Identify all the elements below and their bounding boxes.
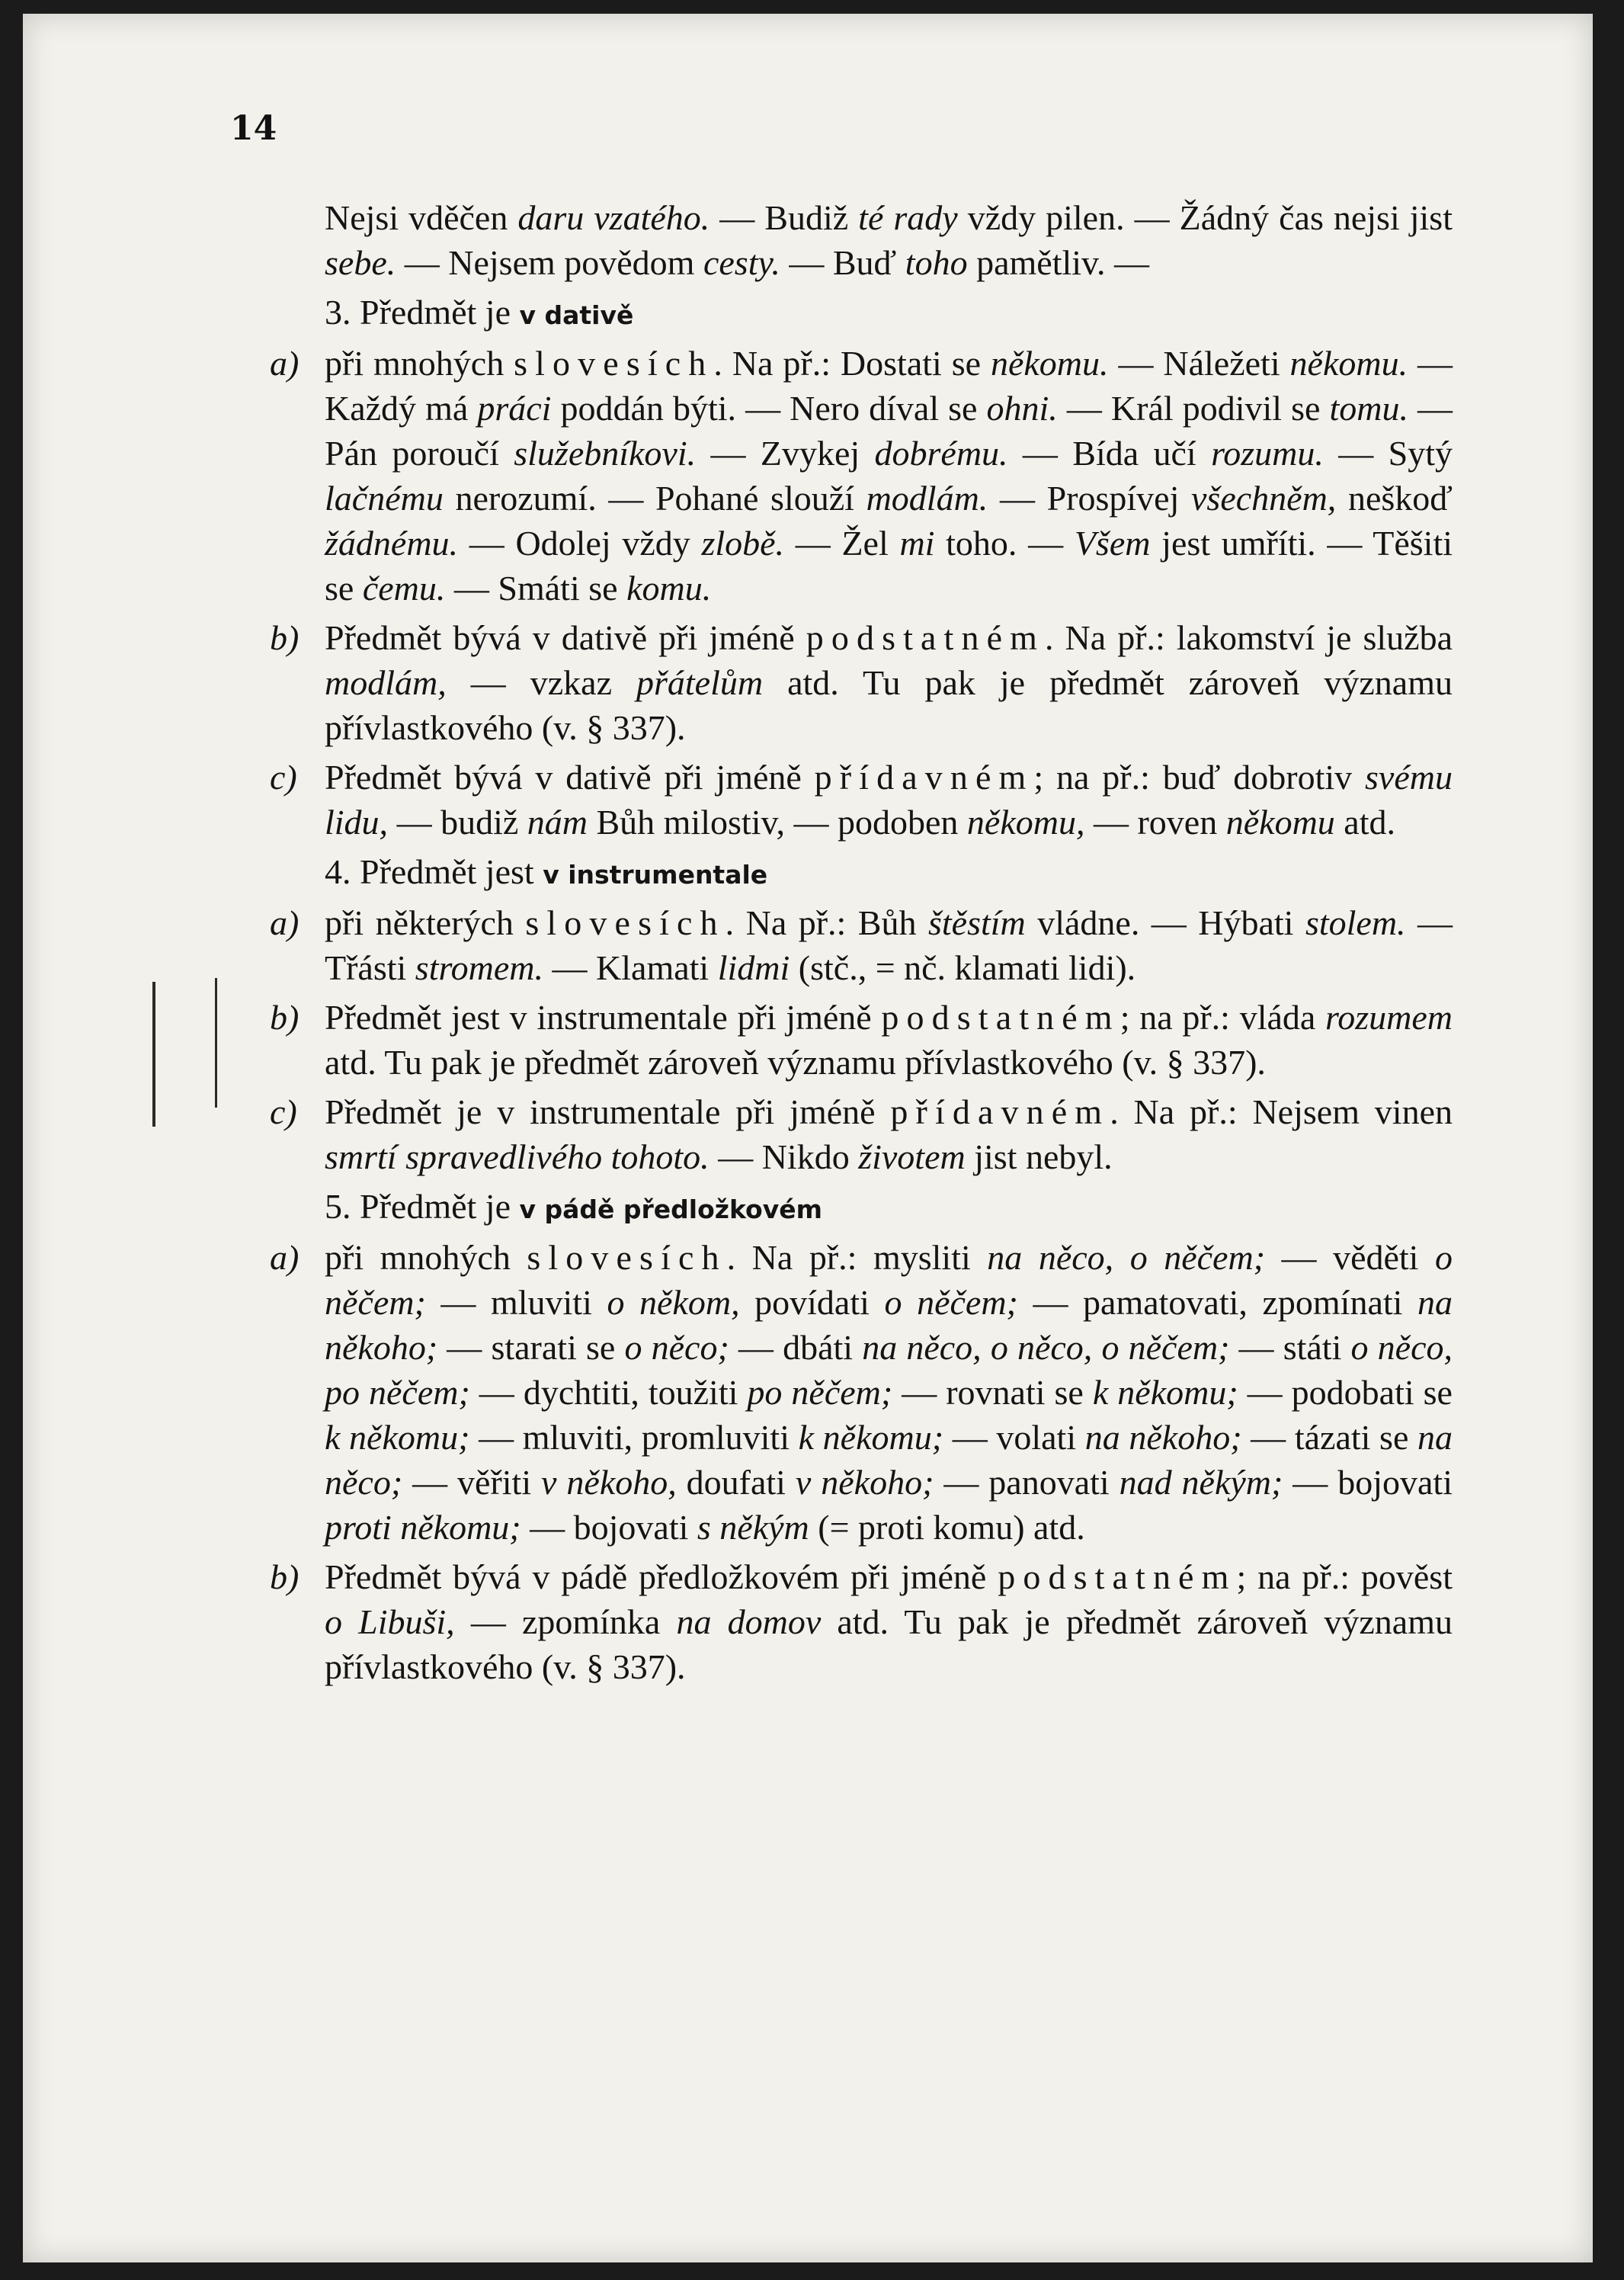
text-run: Nejsi vděčen xyxy=(325,198,518,237)
example-word: štěstím xyxy=(927,903,1026,942)
text-run: — volati xyxy=(943,1418,1085,1457)
heading-bold: v instrumentale xyxy=(543,860,768,890)
text-run: — Smáti se xyxy=(445,569,627,608)
example-word: smrtí spravedlivého tohoto. xyxy=(325,1137,709,1176)
spaced-term: slovesích xyxy=(527,1238,727,1277)
example-word: svému lidu, xyxy=(325,758,1453,842)
example-word: o něčem; xyxy=(325,1238,1453,1322)
spaced-term: slovesích xyxy=(525,903,726,942)
item-label: a) xyxy=(270,344,299,383)
text-run: Předmět bývá v pádě předložkovém při jméně xyxy=(325,1557,998,1596)
item-4b xyxy=(270,995,1453,1085)
example-word: po něčem; xyxy=(747,1373,893,1412)
text-run: — Nikdo xyxy=(709,1137,859,1176)
example-word: o něčem; xyxy=(884,1283,1018,1322)
heading-bold: v dativě xyxy=(519,300,634,330)
text-run: — Král podivil se xyxy=(1057,389,1330,428)
spaced-term: podstatném xyxy=(806,618,1046,657)
example-word: na domov xyxy=(676,1602,822,1641)
text-run: — Klamati xyxy=(543,948,718,987)
text-run: — pamatovati, zpomínati xyxy=(1017,1283,1418,1322)
page-body xyxy=(270,195,1453,1694)
item-label: b) xyxy=(270,1557,299,1596)
example-word: služebníkovi. xyxy=(514,434,697,473)
item-label: b) xyxy=(270,618,299,657)
example-word: čemu. xyxy=(362,569,446,608)
section-heading-5 xyxy=(325,1184,1453,1232)
item-label: c) xyxy=(270,758,297,797)
example-word: modlám. xyxy=(866,479,988,518)
example-word: někomu. xyxy=(990,344,1109,383)
example-word: v někoho; xyxy=(795,1463,934,1502)
text-run: vždy pilen. — Žádný čas nejsi jist xyxy=(957,198,1453,237)
text-run: jist nebyl. xyxy=(965,1137,1113,1176)
text-run: atd. Tu pak je předmět zároveň významu přívlastkového (v. § 337). xyxy=(325,663,1453,747)
example-word: rozumem xyxy=(1325,998,1453,1037)
example-word: toho xyxy=(905,243,968,282)
text-run: — Odolej vždy xyxy=(458,524,702,563)
text-run: — budiž xyxy=(388,803,527,842)
text-run: — Nejsem povědom xyxy=(396,243,703,282)
text-run: — panovati xyxy=(934,1463,1120,1502)
example-word: s někým xyxy=(697,1508,809,1547)
text-run: — mluviti xyxy=(425,1283,607,1322)
spaced-term: přídavném xyxy=(814,758,1034,797)
text-run: — Sytý xyxy=(1323,434,1453,473)
example-word: o Libuši, xyxy=(325,1602,455,1641)
text-run: — mluviti, promluviti xyxy=(469,1418,799,1457)
text-run: — starati se xyxy=(437,1328,625,1367)
example-word: všechněm, xyxy=(1191,479,1337,518)
example-word: daru vzatého. xyxy=(517,198,710,237)
text-run: — Každý má xyxy=(325,344,1453,428)
text-run: při některých xyxy=(325,903,526,942)
text-run: Předmět je v instrumentale při jméně xyxy=(325,1092,891,1131)
text-run: — Žel xyxy=(784,524,900,563)
text-run: — vzkaz xyxy=(446,663,636,702)
example-word: v někoho, xyxy=(541,1463,677,1502)
example-word: práci xyxy=(477,389,552,428)
margin-pencil-mark xyxy=(215,978,217,1108)
example-word: o něco; xyxy=(624,1328,729,1367)
paragraph-intro xyxy=(325,195,1453,285)
item-label: a) xyxy=(270,1238,299,1277)
text-run: — dychtiti, toužiti xyxy=(469,1373,748,1412)
text-run: atd. xyxy=(1334,803,1395,842)
example-word: komu. xyxy=(626,569,712,608)
example-word: na něco, o něco, o něčem; xyxy=(862,1328,1230,1367)
text-run: — Zvykej xyxy=(696,434,875,473)
text-run: . Na př.: Bůh xyxy=(725,903,928,942)
text-run: Předmět bývá v dativě při jméně xyxy=(325,618,806,657)
text-run: toho. — xyxy=(934,524,1075,563)
text-run: — věřiti xyxy=(402,1463,542,1502)
example-word: na někoho; xyxy=(1084,1418,1242,1457)
item-3c xyxy=(270,755,1453,845)
example-word: lidmi xyxy=(717,948,790,987)
text-run: — bojovati xyxy=(521,1508,697,1547)
example-word: proti někomu; xyxy=(325,1508,521,1547)
example-word: nad někým; xyxy=(1119,1463,1283,1502)
text-run: (stč., = nč. klamati lidi). xyxy=(790,948,1136,987)
text-run: neškoď xyxy=(1336,479,1453,518)
text-run: . Na př.: Nejsem vinen xyxy=(1110,1092,1453,1131)
text-run: — věděti xyxy=(1265,1238,1435,1277)
item-4a xyxy=(270,900,1453,990)
spaced-term: přídavném xyxy=(890,1092,1110,1131)
text-run: . Na př.: lakomství je služba xyxy=(1045,618,1453,657)
text-run: atd. Tu pak je předmět zároveň významu přívlastkového (v. § 337). xyxy=(325,1043,1266,1082)
text-run: při mnohých xyxy=(325,1238,527,1277)
example-word: té rady xyxy=(858,198,958,237)
text-run: — Bída učí xyxy=(1007,434,1212,473)
text-run: — roven xyxy=(1084,803,1226,842)
item-label: a) xyxy=(270,903,299,942)
example-word: o něco, po něčem; xyxy=(325,1328,1453,1412)
item-5b xyxy=(270,1554,1453,1689)
book-page xyxy=(23,14,1593,2262)
item-3b xyxy=(270,615,1453,750)
heading-text: 5. Předmět je xyxy=(325,1187,520,1226)
example-word: ohni. xyxy=(986,389,1058,428)
text-run: ; na př.: pověst xyxy=(1236,1557,1453,1596)
text-run: při mnohých xyxy=(325,344,514,383)
spaced-term: podstatném xyxy=(998,1557,1237,1596)
text-run: Bůh milostiv, — podoben xyxy=(588,803,967,842)
page-number: 14 xyxy=(230,109,277,148)
text-run: pamětliv. — xyxy=(967,243,1150,282)
example-word: na něco, o něčem; xyxy=(987,1238,1266,1277)
example-word: Všem xyxy=(1074,524,1151,563)
example-word: cesty. xyxy=(703,243,780,282)
item-label: c) xyxy=(270,1092,297,1131)
text-run: — Prospívej xyxy=(988,479,1191,518)
text-run: doufati xyxy=(676,1463,796,1502)
heading-bold: v pádě předložkovém xyxy=(519,1195,822,1224)
heading-text: 3. Předmět je xyxy=(325,293,520,332)
text-run: — bojovati xyxy=(1283,1463,1453,1502)
text-run: — tázati se xyxy=(1241,1418,1418,1457)
example-word: k někomu; xyxy=(1092,1373,1238,1412)
text-run: — Náležeti xyxy=(1108,344,1290,383)
section-heading-4 xyxy=(325,849,1453,897)
example-word: stromem. xyxy=(415,948,544,987)
spaced-term: podstatném xyxy=(881,998,1120,1037)
text-run: — Pán poroučí xyxy=(325,389,1453,473)
item-3a xyxy=(270,341,1453,611)
example-word: životem xyxy=(858,1137,966,1176)
example-word: k někomu; xyxy=(798,1418,944,1457)
example-word: lačnému xyxy=(325,479,444,518)
example-word: mi xyxy=(899,524,935,563)
example-word: přátelům xyxy=(636,663,764,702)
example-word: zlobě. xyxy=(701,524,785,563)
text-run: . Na př.: Dostati se xyxy=(713,344,991,383)
example-word: žádnému. xyxy=(325,524,459,563)
text-run: — rovnati se xyxy=(892,1373,1093,1412)
example-word: rozumu. xyxy=(1211,434,1324,473)
example-word: někomu. xyxy=(1289,344,1408,383)
text-run: povídati xyxy=(739,1283,885,1322)
text-run: (= proti komu) atd. xyxy=(809,1508,1085,1547)
text-run: poddán býti. — Nero díval se xyxy=(551,389,987,428)
text-run: — podobati se xyxy=(1238,1373,1453,1412)
example-word: dobrému. xyxy=(874,434,1008,473)
example-word: na něco; xyxy=(325,1418,1453,1502)
example-word: modlám, xyxy=(325,663,447,702)
heading-text: 4. Předmět jest xyxy=(325,852,543,891)
spaced-term: slovesích xyxy=(514,344,714,383)
example-word: tomu. xyxy=(1329,389,1408,428)
text-run: nerozumí. — Pohané slouží xyxy=(443,479,866,518)
example-word: k někomu; xyxy=(325,1418,470,1457)
margin-pencil-mark xyxy=(152,982,155,1127)
text-run: — Buď xyxy=(780,243,905,282)
text-run: jest umříti. — Těšiti se xyxy=(325,524,1453,608)
text-run: Předmět bývá v dativě při jméně xyxy=(325,758,815,797)
text-run: — Budiž xyxy=(709,198,859,237)
text-run: Předmět jest v instrumentale při jméně xyxy=(325,998,882,1037)
item-5a xyxy=(270,1235,1453,1550)
example-word: někomu xyxy=(1225,803,1335,842)
section-heading-3 xyxy=(325,290,1453,338)
text-run: atd. Tu pak je předmět zároveň významu přívlastkového (v. § 337). xyxy=(325,1602,1453,1686)
text-run: — zpomínka xyxy=(454,1602,677,1641)
example-word: někomu, xyxy=(966,803,1085,842)
text-run: . Na př.: mysliti xyxy=(726,1238,988,1277)
text-run: — dbáti xyxy=(729,1328,863,1367)
text-run: — Třásti xyxy=(325,903,1453,987)
text-run: — státi xyxy=(1229,1328,1351,1367)
example-word: nám xyxy=(527,803,588,842)
example-word: sebe. xyxy=(325,243,396,282)
text-run: vládne. — Hýbati xyxy=(1025,903,1305,942)
item-label: b) xyxy=(270,998,299,1037)
item-4c xyxy=(270,1089,1453,1179)
example-word: stolem. xyxy=(1305,903,1406,942)
example-word: na někoho; xyxy=(325,1283,1453,1367)
text-run: ; na př.: buď dobrotiv xyxy=(1033,758,1366,797)
text-run: ; na př.: vláda xyxy=(1120,998,1326,1037)
example-word: o někom, xyxy=(607,1283,740,1322)
